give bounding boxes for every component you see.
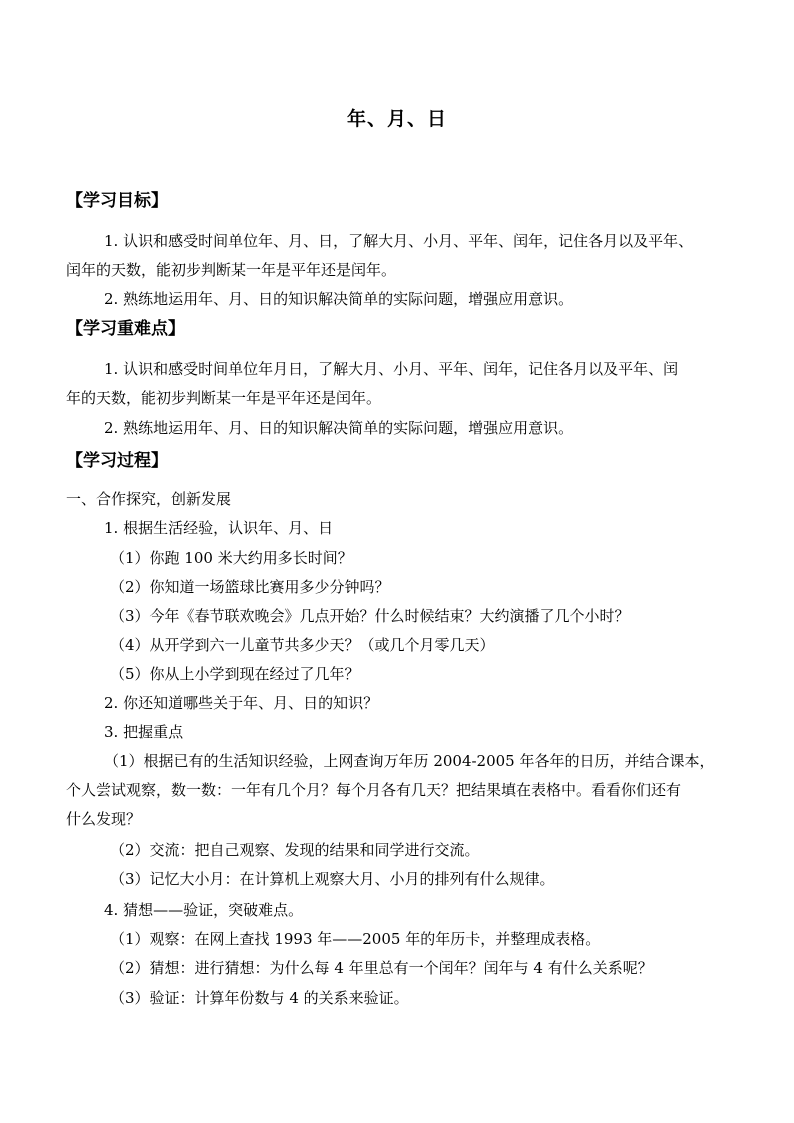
process-q1: （1）你跑 100 米大约用多长时间？ <box>110 549 353 567</box>
process-step4: 4. 猜想——验证，突破难点。 <box>104 901 304 919</box>
key-points-item2: 2. 熟练地运用年、月、日的知识解决简单的实际问题，增强应用意识。 <box>104 419 574 437</box>
process-step3-item1-line3: 什么发现？ <box>66 810 142 828</box>
process-q3: （3）今年《春节联欢晚会》几点开始？什么时候结束？大约演播了几个小时？ <box>110 607 630 625</box>
process-step3: 3. 把握重点 <box>104 723 184 741</box>
process-part1: 一、合作探究，创新发展 <box>66 490 232 508</box>
process-q5: （5）你从上小学到现在经过了几年？ <box>110 665 360 683</box>
process-q2: （2）你知道一场篮球比赛用多少分钟吗？ <box>110 578 390 596</box>
key-points-item1-line2: 年的天数，能初步判断某一年是平年还是闰年。 <box>66 389 382 407</box>
process-step2: 2. 你还知道哪些关于年、月、日的知识？ <box>104 694 379 712</box>
page-title: 年、月、日 <box>346 108 447 130</box>
key-points-item1-line1: 1. 认识和感受时间单位年月日，了解大月、小月、平年、闰年，记住各月以及平年、闰 <box>104 360 679 378</box>
process-step3-item1-line1: （1）根据已有的生活知识经验，上网查询万年历 2004-2005 年各年的日历，并结合课本， <box>104 752 715 770</box>
process-step1: 1. 根据生活经验，认识年、月、日 <box>104 519 334 537</box>
process-step3-item3: （3）记忆大小月：在计算机上观察大月、小月的排列有什么规律。 <box>110 870 555 888</box>
process-step3-item2: （2）交流：把自己观察、发现的结果和同学进行交流。 <box>110 841 480 859</box>
process-step4-item3: （3）验证：计算年份数与 4 的关系来验证。 <box>110 989 409 1007</box>
process-q4: （4）从开学到六一儿童节共多少天？（或几个月零几天） <box>110 636 495 654</box>
process-step4-item1: （1）观察：在网上查找 1993 年——2005 年的年历卡，并整理成表格。 <box>110 930 601 948</box>
section-heading-key-points: 【学习重难点】 <box>66 319 185 339</box>
process-step3-item1-line2: 个人尝试观察，数一数：一年有几个月？每个月各有几天？把结果填在表格中。看看你们还有 <box>66 781 682 799</box>
process-step4-item2: （2）猜想：进行猜想：为什么每 4 年里总有一个闰年？闰年与 4 有什么关系呢？ <box>110 959 653 977</box>
section-heading-goals: 【学习目标】 <box>66 191 168 211</box>
goals-item1-line1: 1. 认识和感受时间单位年、月、日，了解大月、小月、平年、闰年，记住各月以及平年、 <box>104 232 694 250</box>
goals-item1-line2: 闰年的天数，能初步判断某一年是平年还是闰年。 <box>66 261 397 279</box>
goals-item2: 2. 熟练地运用年、月、日的知识解决简单的实际问题，增强应用意识。 <box>104 290 574 308</box>
section-heading-process: 【学习过程】 <box>66 451 168 471</box>
